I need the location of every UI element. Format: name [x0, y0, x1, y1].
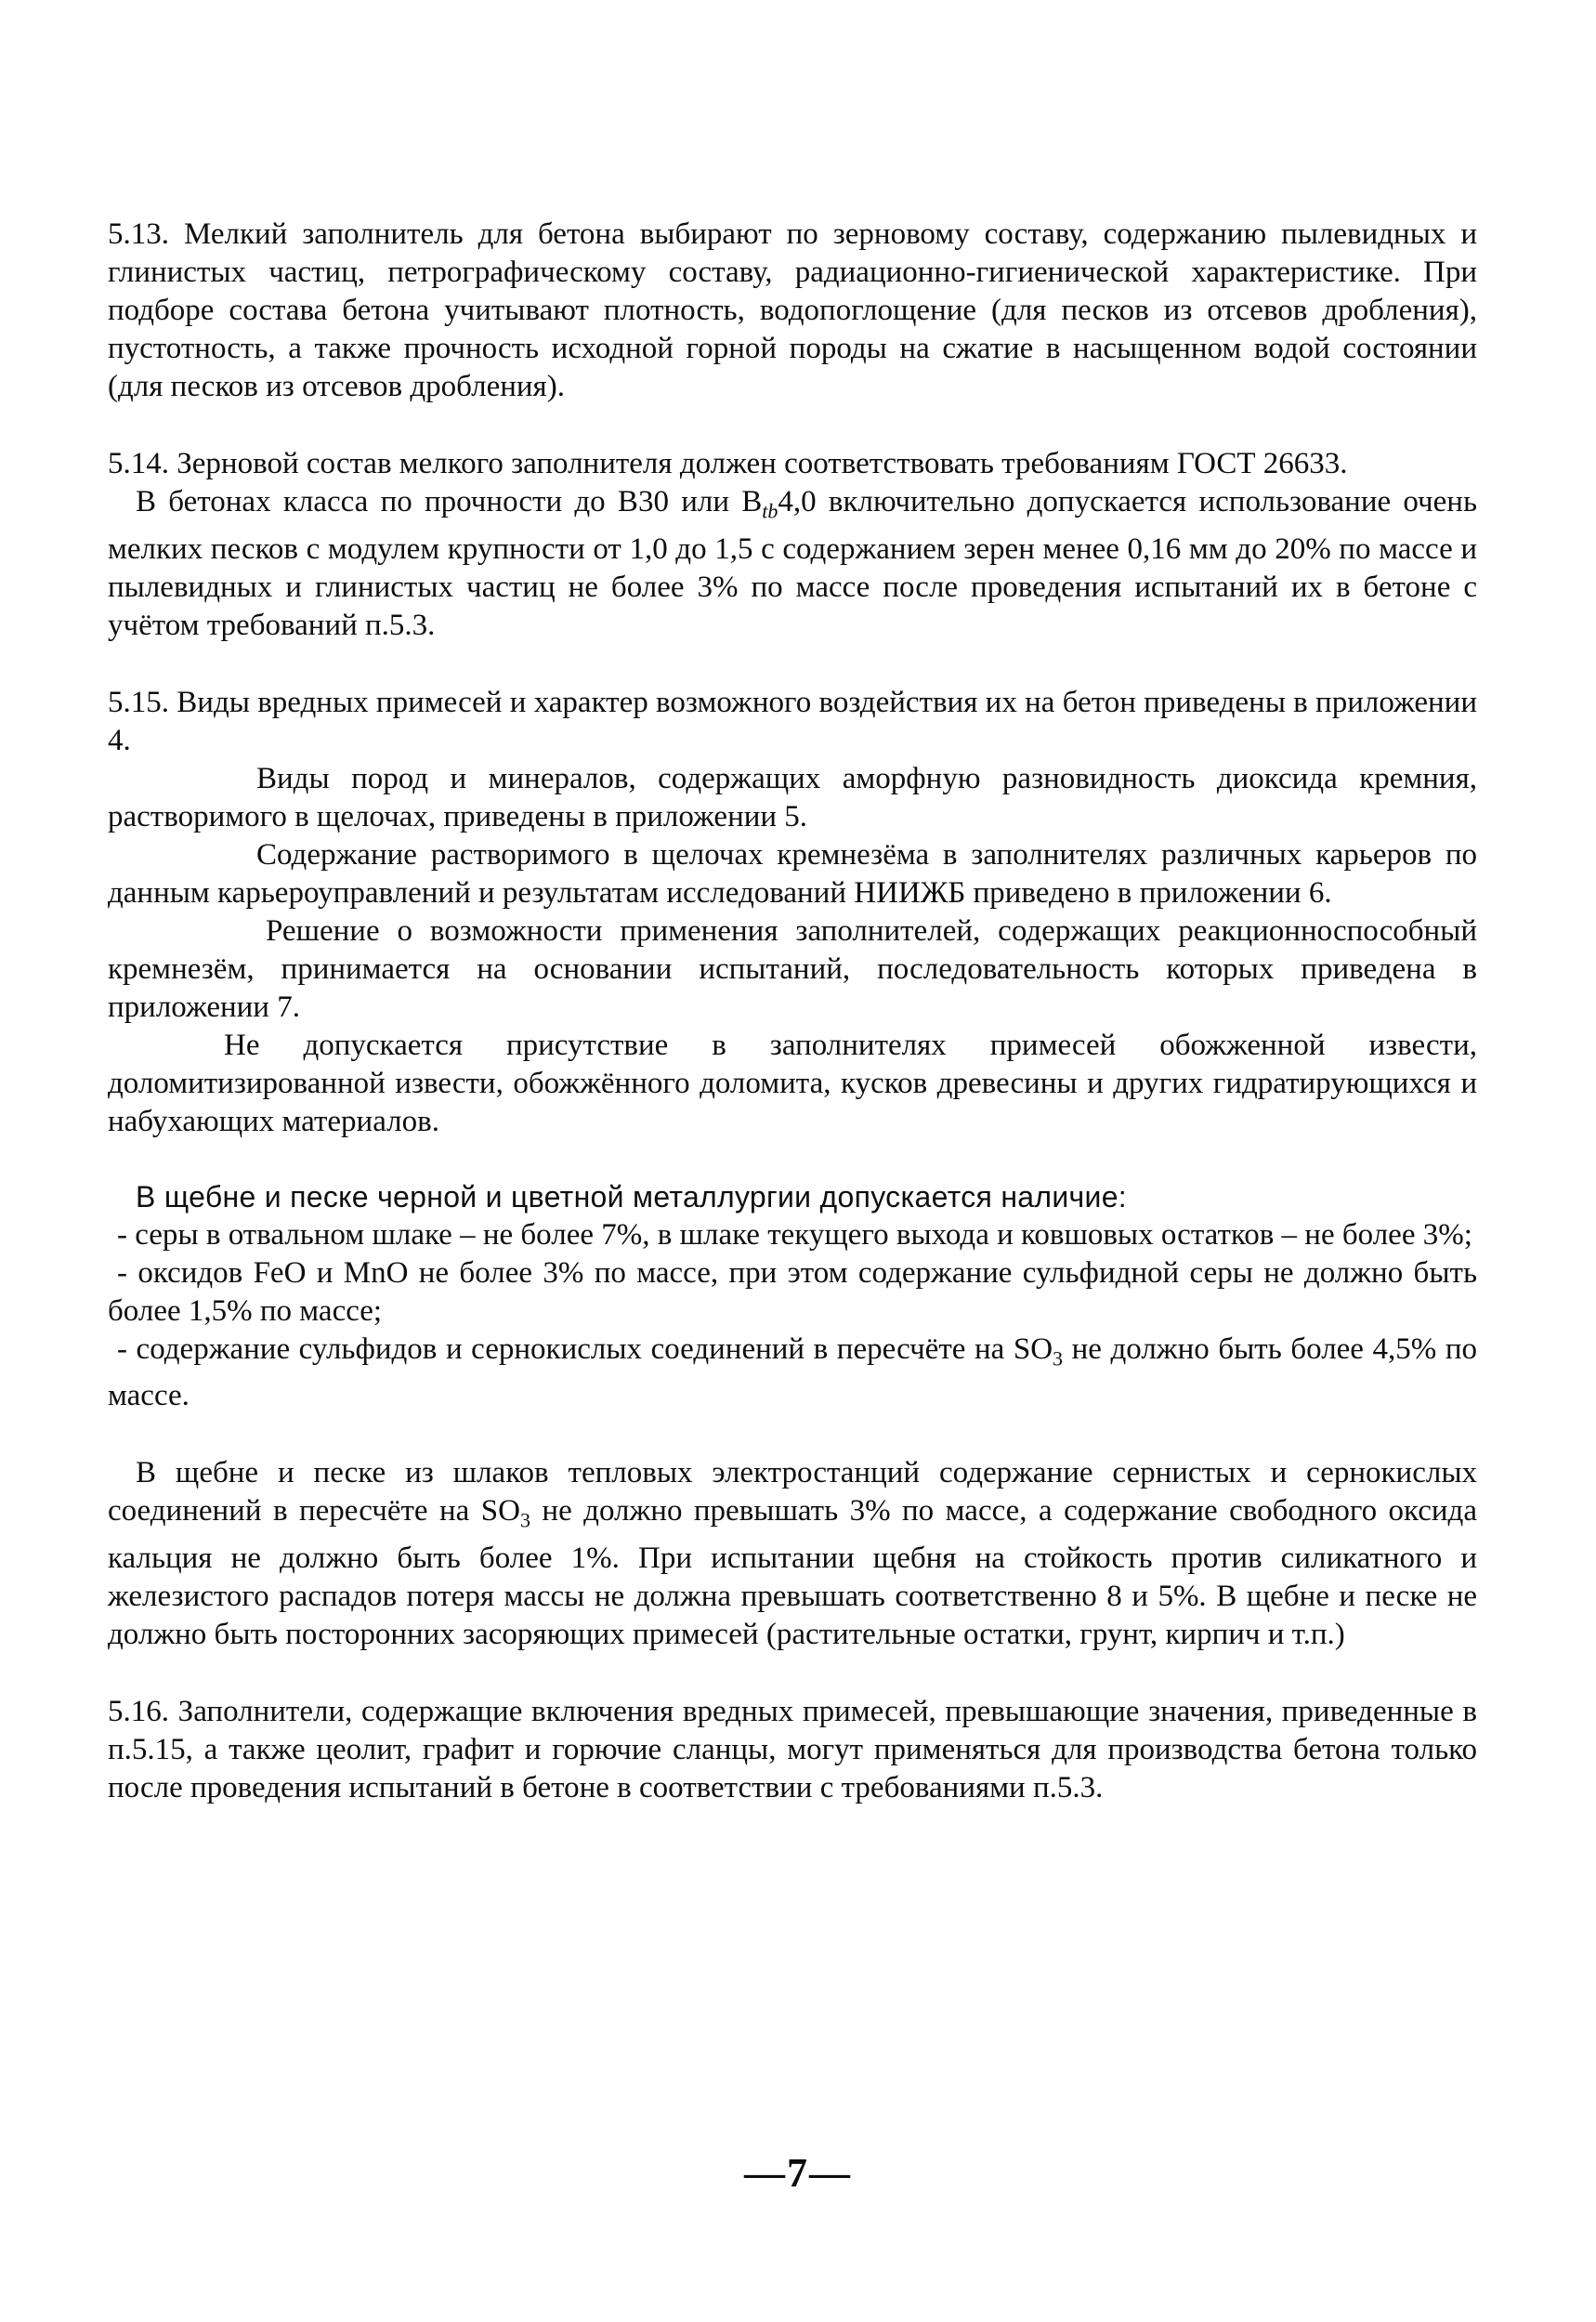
metallurgy-item-3: - содержание сульфидов и сернокислых соединений в пересчёте на $SO_3$ не должно быть более 4,5% по массе.: [108, 1332, 1478, 1413]
metallurgy-item-2: - оксидов FeO и MnO не более 3% по массе, при этом содержание сульфидной серы не должно быть более 1,5% по массе;: [108, 1255, 1477, 1328]
section-5-15-paragraph-5: Не допускается присутствие в заполнителях примесей обожженной извести, доломитизированной извести, обожжённого доломита, кусков древесины и других гидратирующихся и набухающих материалов.: [108, 1028, 1477, 1138]
section-5-16: 5.16. Заполнители, содержащие включения вредных примесей, превышающие значения, приведенные в п.5.15, а также цеолит, графит и горючие сланцы, могут применяться для производства бетона только после проведения испытаний в бетоне в соответствии с требованиями п.5.3.: [108, 1694, 1477, 1804]
section-5-15-paragraph-3: Содержание растворимого в щелочах кремнезёма в заполнителях различных карьеров по данным карьероуправлений и результатам исследований НИИЖБ приведено в приложении 6.: [108, 837, 1477, 910]
metallurgy-item-1: - серы в отвальном шлаке – не более 7%, в шлаке текущего выхода и ковшовых остатков – не более 3%;: [117, 1217, 1472, 1252]
subscript-tb: tb: [762, 499, 778, 523]
metallurgy-intro: В щебне и песке черной и цветной металлургии допускается наличие:: [136, 1179, 1127, 1213]
section-5-14-paragraph-2: В бетонах класса по прочности до В30 или $B_{tb}4,0$ включительно допускается использование очень мелких песков с модулем крупности от 1,0 до 1,5 с содержанием зерен менее 0,16 мм до 20% по массе и пылевидных и глинистых частиц не более 3% по массе после проведения испытаний их в бетоне с учётом требований п.5.3.: [108, 485, 1477, 642]
page-number: —7—: [744, 2150, 852, 2196]
section-5-13: 5.13. Мелкий заполнитель для бетона выбирают по зерновому составу, содержанию пылевидных и глинистых частиц, петрографическому составу, радиационно-гигиенической характеристике. При подборе состава бетона учитывают плотность, водопоглощение (для песков из отсевов дробления), пустотность, а также прочность исходной горной породы на сжатие в насыщенном водой состоянии (для песков из отсевов дробления).: [108, 217, 1477, 403]
thermal-slag-paragraph: В щебне и песке из шлаков тепловых электростанций содержание сернистых и сернокислых соединений в пересчёте на $SO_3$ не должно превышать 3% по массе, а содержание свободного оксида кальция не должно быть более 1%. При испытании щебня на стойкость против силикатного и железистого распадов потеря массы не должна превышать соответственно 8 и 5%. В щебне и песке не должно быть посторонних засоряющих примесей (растительные остатки, грунт, кирпич и т.п.): [108, 1456, 1477, 1651]
section-5-15: 5.15. Виды вредных примесей и характер возможного воздействия их на бетон приведены в приложении 4.: [108, 685, 1477, 757]
section-5-15-paragraph-2: Виды пород и минералов, содержащих аморфную разновидность диоксида кремния, растворимого в щелочах, приведены в приложении 5.: [108, 761, 1477, 833]
section-5-15-paragraph-4: Решение о возможности применения заполнителей, содержащих реакционноспособный кремнезём, принимается на основании испытаний, последовательность которых приведена в приложении 7.: [108, 913, 1477, 1024]
document-body: [108, 216, 1477, 1807]
subscript-3: 3: [1053, 1346, 1064, 1371]
section-5-14: 5.14. Зерновой состав мелкого заполнителя должен соответствовать требованиям ГОСТ 26633.: [108, 447, 1348, 480]
subscript-3: 3: [519, 1508, 530, 1532]
